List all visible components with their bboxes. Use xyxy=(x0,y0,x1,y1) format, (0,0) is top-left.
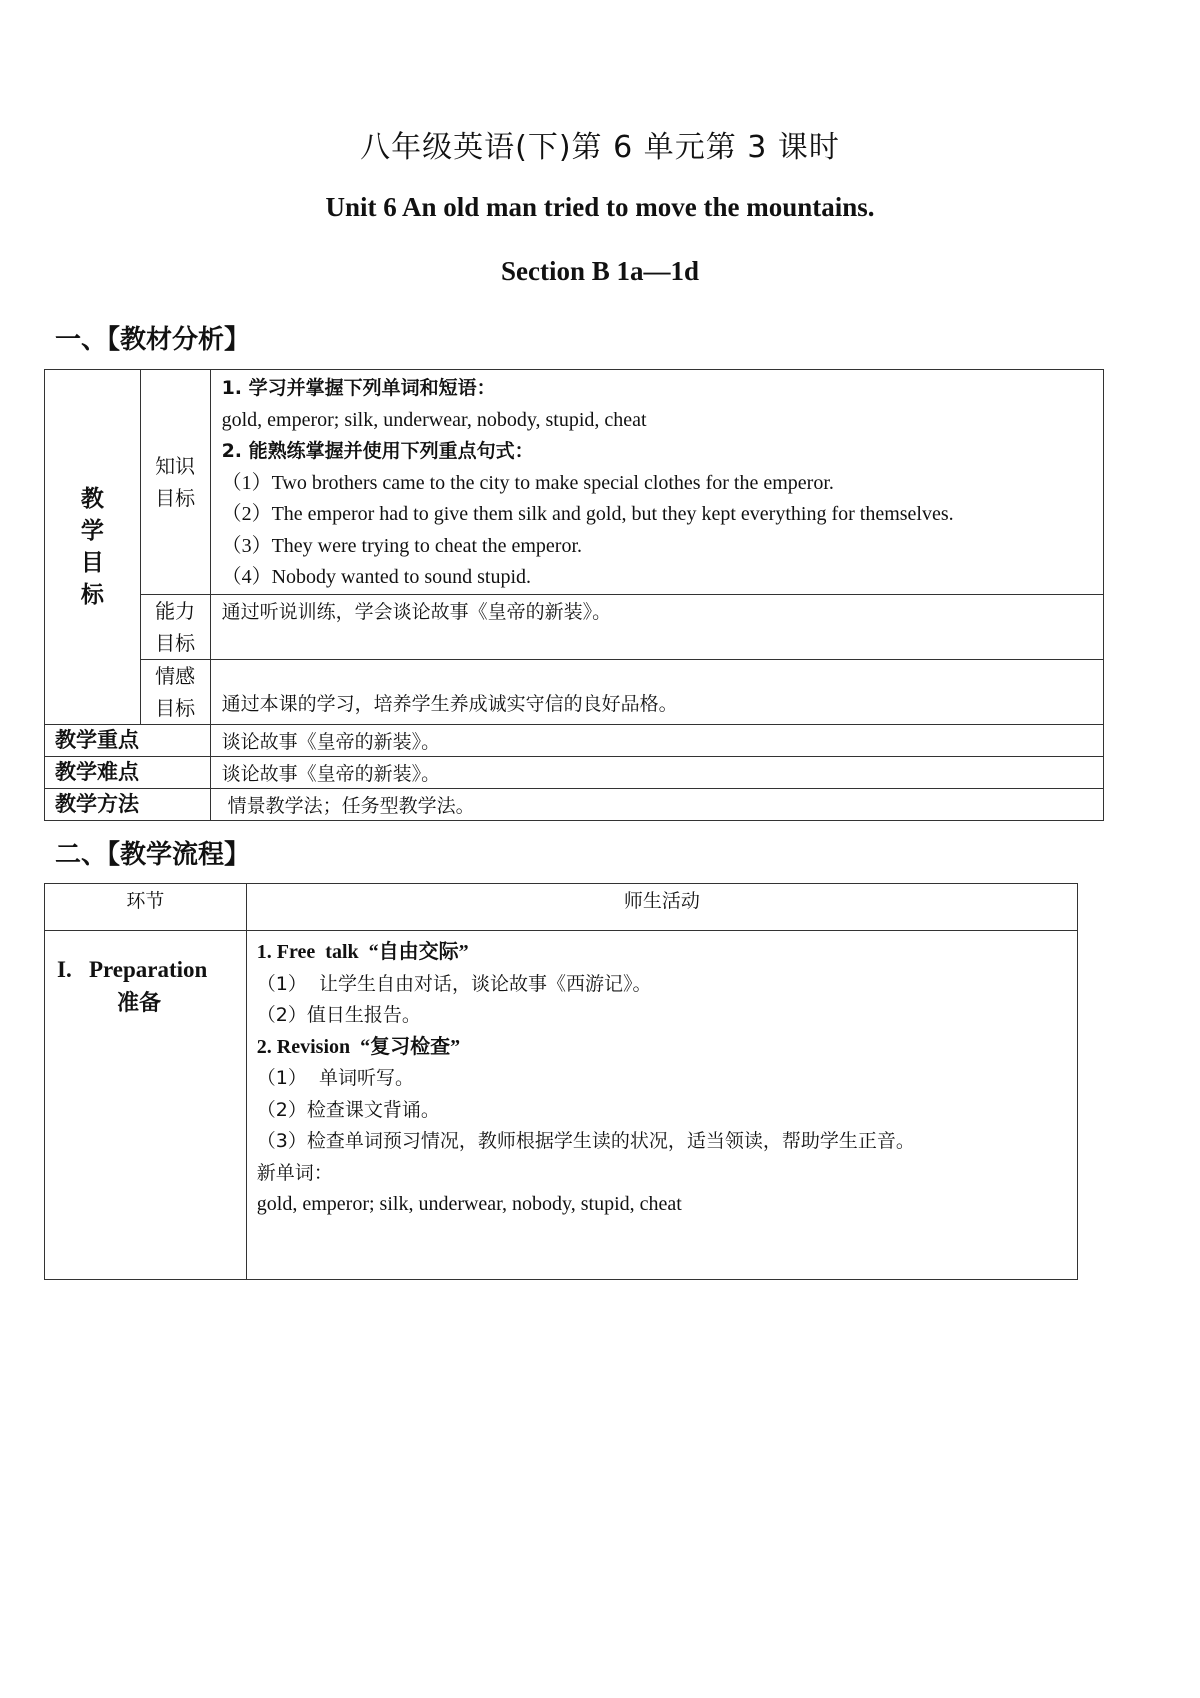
emotion-goals-label: 情感 目标 xyxy=(140,659,210,724)
knowledge-goals-content xyxy=(210,370,1103,595)
ability-goals-content: 通过听说训练，学会谈论故事《皇帝的新装》。 xyxy=(210,594,1103,659)
activity-line: 新单词： xyxy=(256,1161,333,1184)
activity-line: （1） 让学生自由对话，谈论故事《西游记》。 xyxy=(256,972,652,995)
teaching-goals-label: 教 学 目 标 xyxy=(45,370,141,725)
stage-name-en: I. Preparation xyxy=(57,957,208,982)
material-analysis-table xyxy=(44,369,1104,821)
activity-line: 1. Free talk “自由交际” xyxy=(256,941,469,963)
difficulty-content: 谈论故事《皇帝的新装》。 xyxy=(210,756,1103,788)
activity-line: （2）检查课文背诵。 xyxy=(256,1098,440,1121)
activity-line: （1） 单词听写。 xyxy=(256,1067,414,1089)
activity-line: （3）检查单词预习情况，教师根据学生读的状况，适当领读，帮助学生正音。 xyxy=(256,1130,915,1152)
activity-line: （2）值日生报告。 xyxy=(256,1004,421,1026)
knowledge-line: （4）Nobody wanted to sound stupid. xyxy=(221,566,532,588)
activity-line: gold, emperor; silk, underwear, nobody, stupid, cheat xyxy=(256,1193,682,1215)
activity-content xyxy=(246,931,1077,1280)
knowledge-line: （2）The emperor had to give them silk and gold, but they kept everything for themselves. xyxy=(221,503,954,525)
key-point-label: 教学重点 xyxy=(45,724,211,756)
ability-goals-label: 能力 目标 xyxy=(140,594,210,659)
unit-title: Unit 6 An old man tried to move the mountains. xyxy=(325,192,875,222)
stage-column-header: 环节 xyxy=(45,884,247,931)
knowledge-line: 2. 能熟练掌握并使用下列重点句式： xyxy=(221,440,534,462)
activity-column-header: 师生活动 xyxy=(246,884,1077,931)
knowledge-line: （3）They were trying to cheat the emperor. xyxy=(221,534,583,557)
knowledge-line: （1）Two brothers came to the city to make special clothes for the emperor. xyxy=(221,471,834,494)
teaching-process-table xyxy=(44,883,1078,1280)
stage-name-cn: 准备 xyxy=(117,991,162,1016)
method-label: 教学方法 xyxy=(45,788,211,820)
knowledge-line: 1. 学习并掌握下列单词和短语： xyxy=(221,377,496,399)
document-title: 八年级英语(下)第 6 单元第 3 课时 xyxy=(360,130,840,165)
knowledge-goals-label: 知识 目标 xyxy=(140,370,210,595)
stage-preparation xyxy=(45,931,247,1280)
difficulty-label: 教学难点 xyxy=(45,756,211,788)
activity-line: 2. Revision “复习检查” xyxy=(256,1035,461,1058)
emotion-goals-content: 通过本课的学习，培养学生养成诚实守信的良好品格。 xyxy=(210,659,1103,724)
key-point-content: 谈论故事《皇帝的新装》。 xyxy=(210,724,1103,756)
section-title: Section B 1a—1d xyxy=(500,256,700,286)
method-content: 情景教学法；任务型教学法。 xyxy=(210,788,1103,820)
knowledge-line: gold, emperor; silk, underwear, nobody, stupid, cheat xyxy=(221,408,647,431)
heading-material-analysis: 一、【教材分析】 xyxy=(55,325,251,355)
heading-teaching-process: 二、【教学流程】 xyxy=(55,840,251,870)
